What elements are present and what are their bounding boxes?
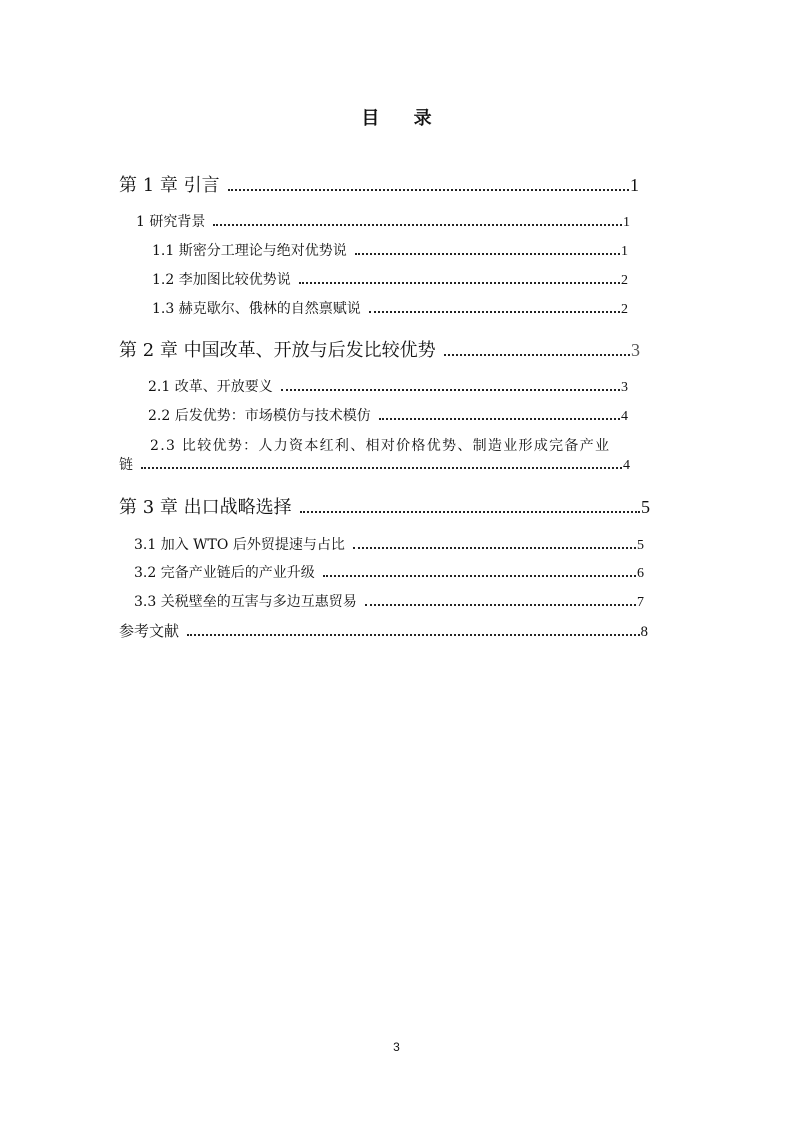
toc-page: 1 (621, 244, 628, 259)
toc-label: 3.1 加入 WTO 后外贸提速与占比 (134, 537, 345, 553)
dot-leader (379, 418, 620, 420)
toc-entry-3-1[interactable] (134, 534, 644, 554)
toc-entry-2-1[interactable] (148, 376, 628, 396)
dot-leader (355, 253, 620, 255)
toc-label: 2.1 改革、开放要义 (148, 379, 273, 395)
dot-leader (187, 634, 639, 636)
dot-leader (228, 189, 629, 191)
toc-label: 3.3 关税壁垒的互害与多边互惠贸易 (134, 594, 357, 610)
dot-leader (300, 511, 640, 513)
dot-leader (299, 282, 620, 284)
toc-label: 第 2 章 中国改革、开放与后发比较优势 (119, 340, 436, 361)
toc-label: 1 研究背景 (136, 214, 206, 230)
toc-entry-chapter-2[interactable] (119, 336, 640, 360)
toc-label: 参考文献 (119, 622, 180, 640)
toc-label: 3.2 完备产业链后的产业升级 (134, 565, 315, 581)
dot-leader (323, 575, 636, 577)
toc-page: 5 (641, 497, 650, 517)
toc-page: 3 (621, 380, 628, 395)
toc-entry-1-1[interactable] (152, 240, 628, 260)
toc-entry-3-2[interactable] (134, 562, 644, 582)
dot-leader (444, 354, 630, 356)
page-number: 3 (393, 1040, 400, 1054)
toc-page: 2 (621, 273, 628, 288)
toc-entry-2-3-line1[interactable]: 2.3 比较优势：人力资本红利、相对价格优势、制造业形成完备产业 (150, 438, 611, 454)
toc-title: 目 录 (361, 108, 446, 129)
toc-page: 4 (621, 409, 628, 424)
toc-label: 1.2 李加图比较优势说 (152, 272, 291, 288)
toc-label: 第 1 章 引言 (119, 175, 220, 196)
toc-page: 1 (623, 215, 630, 230)
toc-label: 1.3 赫克歇尔、俄林的自然禀赋说 (152, 301, 361, 317)
dot-leader (141, 467, 622, 469)
toc-entry-chapter-3[interactable] (119, 493, 650, 517)
toc-page: 1 (630, 175, 639, 195)
toc-page: 8 (640, 624, 648, 640)
dot-leader (365, 604, 636, 606)
toc-page: 4 (623, 458, 630, 473)
toc-label: 2.2 后发优势：市场模仿与技术模仿 (148, 408, 371, 424)
dot-leader (281, 389, 620, 391)
toc-entry-3-3[interactable] (134, 591, 644, 611)
toc-entry-references[interactable] (119, 620, 648, 640)
toc-label: 1.1 斯密分工理论与绝对优势说 (152, 243, 347, 259)
toc-label: 第 3 章 出口战略选择 (119, 497, 292, 518)
toc-page: 6 (637, 566, 644, 581)
toc-entry-chapter-1[interactable] (119, 171, 639, 195)
toc-entry-2-2[interactable] (148, 405, 628, 425)
toc-page: 3 (631, 340, 640, 360)
toc-label: 链 (119, 457, 133, 473)
toc-entry-1[interactable] (136, 211, 630, 231)
toc-page: 2 (621, 302, 628, 317)
dot-leader (353, 547, 636, 549)
toc-entry-2-3[interactable] (119, 454, 630, 474)
dot-leader (369, 311, 620, 313)
toc-page: 7 (637, 595, 644, 610)
toc-entry-1-2[interactable] (152, 269, 628, 289)
toc-entry-1-3[interactable] (152, 298, 628, 318)
toc-page: 5 (637, 538, 644, 553)
dot-leader (213, 224, 622, 226)
